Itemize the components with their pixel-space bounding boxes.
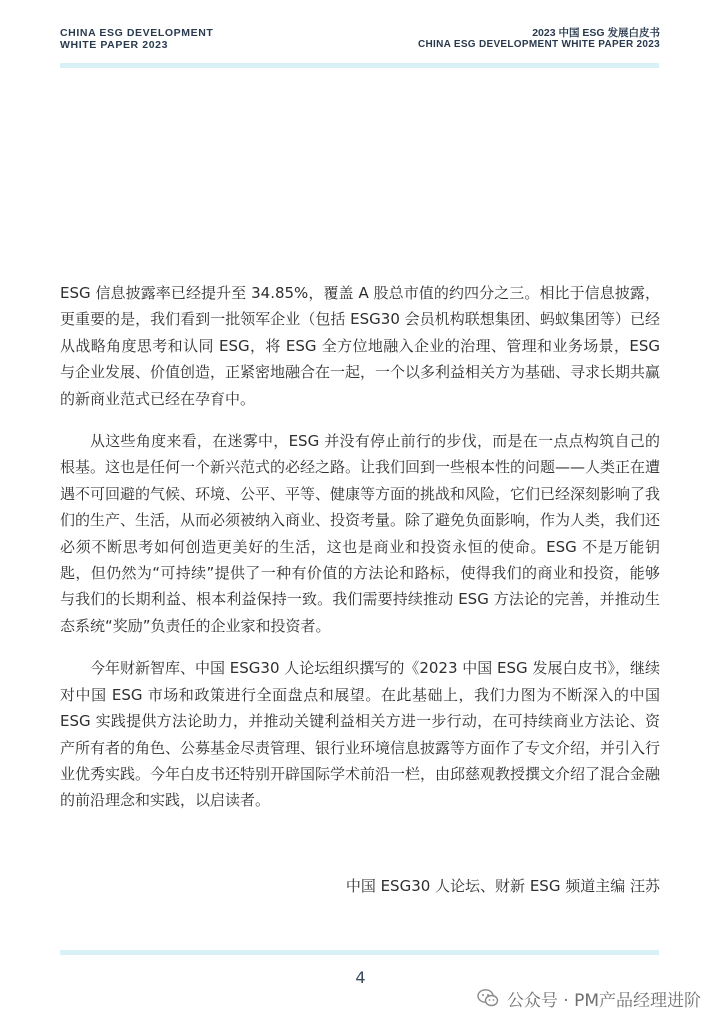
paragraph-3: 今年财新智库、中国 ESG30 人论坛组织撰写的《2023 中国 ESG 发展白皮书》，继续对中国 ESG 市场和政策进行全面盘点和展望。在此基础上，我们力图为不断深入的中国 ESG 实践提供方法论助力，并推动关键利益相关方进一步行动，在可持续商业方法论、资产所有者的角色、公募基金尽责管理、银行业环境信息披露等方面作了专文介绍，并引入行业优秀实践。今年白皮书还特别开辟国际学术前沿一栏，由邱慈观教授撰文介绍了混合金融的前沿理念和实践，以启读者。 bbox=[60, 659, 661, 810]
header-right bbox=[418, 27, 660, 51]
header-left-line1: CHINA ESG DEVELOPMENT bbox=[60, 27, 214, 39]
header-right-line1: 2023 中国 ESG 发展白皮书 bbox=[532, 27, 660, 39]
page-number: 4 bbox=[355, 968, 366, 987]
header-right-line2: CHINA ESG DEVELOPMENT WHITE PAPER 2023 bbox=[418, 39, 660, 50]
signature: 中国 ESG30 人论坛、财新 ESG 频道主编 汪苏 bbox=[345, 877, 660, 895]
footer-divider bbox=[60, 950, 659, 955]
watermark bbox=[477, 986, 701, 1010]
header-left-line2: WHITE PAPER 2023 bbox=[60, 39, 169, 51]
header-left bbox=[60, 27, 213, 51]
paragraph-2: 从这些角度来看，在迷雾中，ESG 并没有停止前行的步伐，而是在一点点构筑自己的根基。这也是任何一个新兴范式的必经之路。让我们回到一些根本性的问题——人类正在遭遇不可回避的气候、环境、公平、平等、健康等方面的挑战和风险，它们已经深刻影响了我们的生产、生活，从而必须被纳入商业、投资考量。除了避免负面影响，作为人类，我们还必须不断思考如何创造更美好的生活，这也是商业和投资永恒的使命。ESG 不是万能钥匙，但仍然为“可持续”提供了一种有价值的方法论和路标，使得我们的商业和投资，能够与我们的长期利益、根本利益保持一致。我们需要持续推动 ESG 方法论的完善，并推动生态系统“奖励”负责任的企业家和投资者。 bbox=[60, 432, 661, 635]
watermark-text: 公众号 · PM产品经理进阶 bbox=[506, 990, 701, 1011]
body-text bbox=[60, 280, 660, 830]
header-divider bbox=[60, 63, 659, 68]
paragraph-1: ESG 信息披露率已经提升至 34.85%，覆盖 A 股总市值的约四分之三。相比于信息披露，更重要的是，我们看到一批领军企业（包括 ESG30 会员机构联想集团、蚂蚁集团等）已经从战略角度思考和认同 ESG，将 ESG 全方位地融入企业的治理、管理和业务场景，ESG 与企业发展、价值创造，正紧密地融合在一起，一个以多利益相关方为基础、寻求长期共赢的新商业范式已经在孕育中。 bbox=[60, 284, 661, 408]
wechat-icon bbox=[477, 988, 499, 1008]
